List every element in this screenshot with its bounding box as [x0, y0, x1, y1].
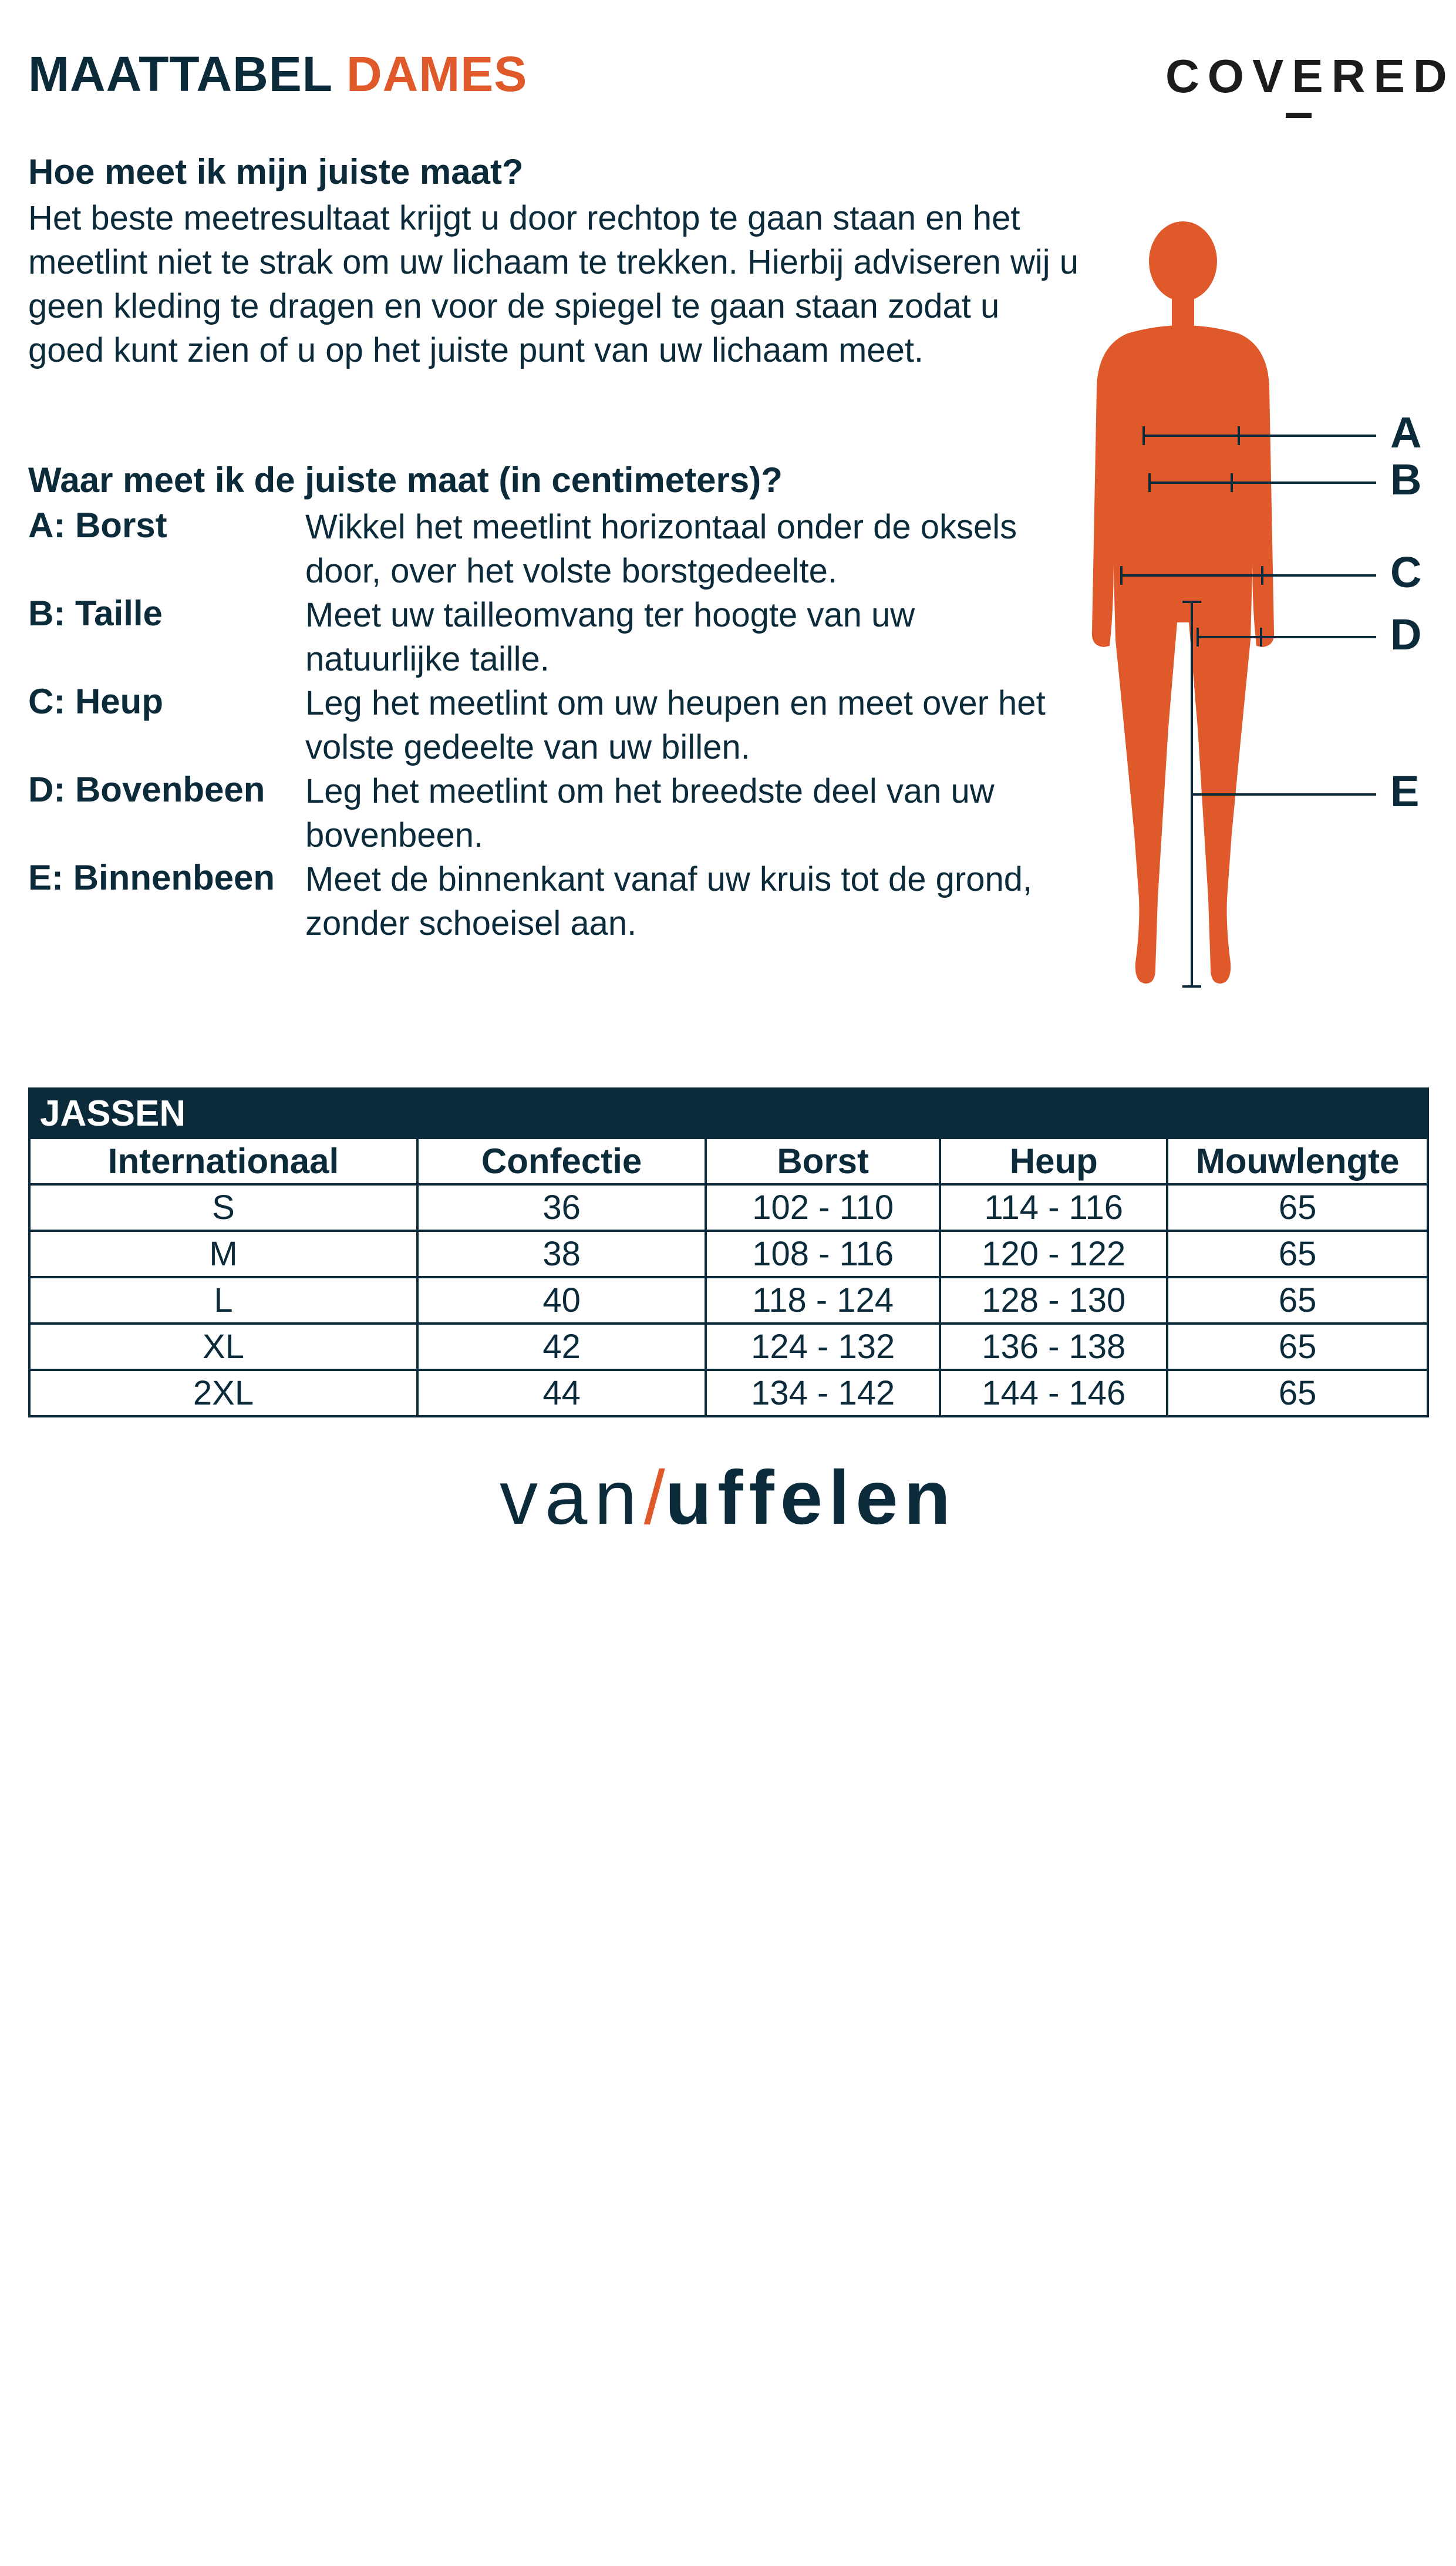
- figure-letter-b: B: [1390, 455, 1422, 504]
- table-caption: JASSEN: [29, 1089, 1428, 1138]
- measure-label: B: Taille: [28, 594, 163, 633]
- header-heup: Heup: [940, 1138, 1167, 1184]
- title-maattabel: MAATTABEL: [28, 46, 332, 102]
- table-row: [29, 1184, 1428, 1231]
- cell-mouwlengte: 65: [1167, 1184, 1428, 1231]
- logo-van: van: [500, 1454, 644, 1540]
- measure-heading: Waar meet ik de juiste maat (in centimeters)?: [28, 460, 783, 500]
- header-borst: Borst: [706, 1138, 940, 1184]
- measure-label: C: Heup: [28, 682, 163, 721]
- cell-internationaal: 2XL: [29, 1370, 417, 1416]
- measure-description: Meet uw tailleomvang ter hoogte van uw natuurlijke taille.: [305, 596, 915, 678]
- table-caption-row: [29, 1089, 1428, 1138]
- cell-borst: 124 - 132: [706, 1324, 940, 1370]
- table-row: [29, 1324, 1428, 1370]
- cell-heup: 114 - 116: [940, 1184, 1167, 1231]
- size-table: [28, 1087, 1429, 1417]
- measure-item-taille: [28, 593, 1061, 681]
- cell-heup: 128 - 130: [940, 1277, 1167, 1324]
- cell-heup: 144 - 146: [940, 1370, 1167, 1416]
- cell-confectie: 36: [417, 1184, 706, 1231]
- covered-logo: COVERED: [1165, 50, 1455, 102]
- measure-label: E: Binnenbeen: [28, 858, 275, 897]
- cell-heup: 120 - 122: [940, 1231, 1167, 1277]
- measure-item-heup: [28, 681, 1061, 769]
- measure-label: D: Bovenbeen: [28, 770, 265, 809]
- table-row: [29, 1231, 1428, 1277]
- body-measurement-figure: [1080, 217, 1386, 992]
- cell-borst: 118 - 124: [706, 1277, 940, 1324]
- cell-borst: 102 - 110: [706, 1184, 940, 1231]
- cell-borst: 108 - 116: [706, 1231, 940, 1277]
- page-title: [28, 46, 527, 103]
- title-dames: DAMES: [346, 46, 528, 102]
- cell-internationaal: XL: [29, 1324, 417, 1370]
- cell-mouwlengte: 65: [1167, 1370, 1428, 1416]
- cell-mouwlengte: 65: [1167, 1324, 1428, 1370]
- logo-uffelen: uffelen: [665, 1454, 956, 1540]
- measure-description: Leg het meetlint om uw heupen en meet over het volste gedeelte van uw billen.: [305, 684, 1046, 766]
- table-row: [29, 1277, 1428, 1324]
- measure-description: Leg het meetlint om het breedste deel van uw bovenbeen.: [305, 772, 995, 854]
- cell-mouwlengte: 65: [1167, 1277, 1428, 1324]
- figure-letter-c: C: [1390, 548, 1422, 597]
- table-header-row: [29, 1138, 1428, 1184]
- measure-item-bovenbeen: [28, 769, 1061, 857]
- cell-internationaal: M: [29, 1231, 417, 1277]
- measure-item-borst: [28, 505, 1061, 593]
- header-confectie: Confectie: [417, 1138, 706, 1184]
- cell-confectie: 44: [417, 1370, 706, 1416]
- van-uffelen-logo: [0, 1453, 1456, 1541]
- header-mouwlengte: Mouwlengte: [1167, 1138, 1428, 1184]
- cell-confectie: 40: [417, 1277, 706, 1324]
- table-row: [29, 1370, 1428, 1416]
- cell-confectie: 38: [417, 1231, 706, 1277]
- cell-borst: 134 - 142: [706, 1370, 940, 1416]
- cell-internationaal: S: [29, 1184, 417, 1231]
- cell-mouwlengte: 65: [1167, 1231, 1428, 1277]
- cell-internationaal: L: [29, 1277, 417, 1324]
- cell-heup: 136 - 138: [940, 1324, 1167, 1370]
- measure-item-binnenbeen: [28, 857, 1061, 945]
- logo-slash: /: [643, 1454, 665, 1540]
- measure-label: A: Borst: [28, 506, 167, 545]
- covered-logo-underline: [1286, 113, 1312, 118]
- figure-letter-d: D: [1390, 610, 1422, 659]
- measure-description: Meet de binnenkant vanaf uw kruis tot de grond, zonder schoeisel aan.: [305, 860, 1033, 942]
- header-internationaal: Internationaal: [29, 1138, 417, 1184]
- figure-letter-a: A: [1390, 408, 1422, 457]
- intro-heading: Hoe meet ik mijn juiste maat?: [28, 152, 524, 191]
- cell-confectie: 42: [417, 1324, 706, 1370]
- figure-letter-e: E: [1390, 767, 1420, 816]
- measure-description: Wikkel het meetlint horizontaal onder de oksels door, over het volste borstgedeelte.: [305, 508, 1017, 590]
- intro-paragraph: Het beste meetresultaat krijgt u door rechtop te gaan staan en het meetlint niet te strak om uw lichaam te trekken. Hierbij adviseren wij u geen kleding te dragen en voor de spiegel te gaan staan zodat u goed kunt zien of u op het juiste punt van uw lichaam meet.: [28, 199, 1079, 369]
